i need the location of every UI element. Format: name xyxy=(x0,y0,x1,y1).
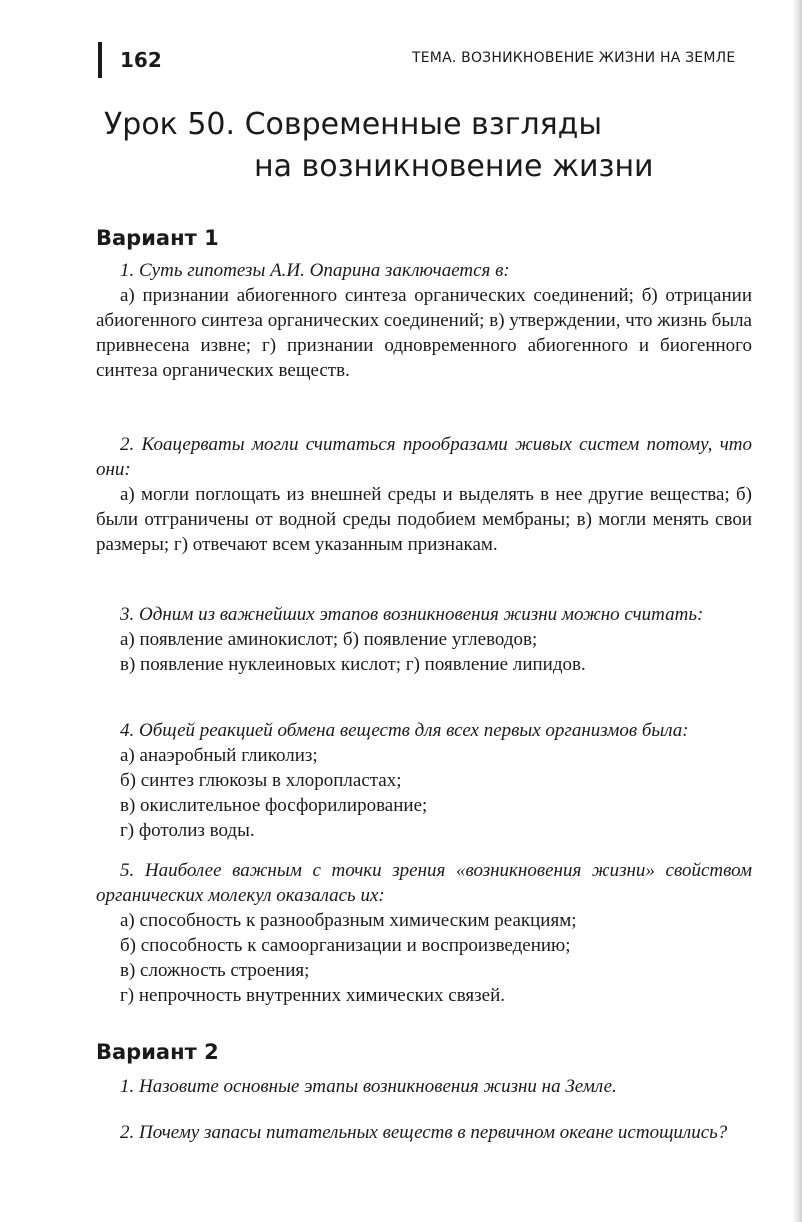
v1-question-2 xyxy=(96,432,752,557)
v1-q2-text: 2. Коацерваты могли считаться прообразами живых систем потому, что они: xyxy=(96,434,752,480)
v1-question-3 xyxy=(96,602,752,677)
v1-question-4 xyxy=(96,718,752,843)
header-rule xyxy=(98,42,102,78)
v2-q1-text: 1. Назовите основные этапы возникновения жизни на Земле. xyxy=(120,1076,617,1097)
v1-q1-answers: а) признании абиогенного синтеза органических соединений; б) отрицании абиогенного синтеза органических соединений; в) утверждении, что жизнь была привнесена извне; г) признании одновременного абиогенного и биогенного синтеза органических веществ. xyxy=(96,285,752,381)
v1-q4-option: в) окислительное фосфорилирование; xyxy=(120,795,428,816)
v1-q3-text: 3. Одним из важнейших этапов возникновения жизни можно считать: xyxy=(120,604,704,625)
v2-q2-text: 2. Почему запасы питательных веществ в первичном океане истощились? xyxy=(120,1122,728,1143)
lesson-title xyxy=(104,104,654,188)
lesson-title-line2: на возникновение жизни xyxy=(254,149,654,184)
v1-q5-text: 5. Наиболее важным с точки зрения «возникновения жизни» свойством органических молекул оказалась их: xyxy=(96,860,752,906)
v1-q5-option: б) способность к самоорганизации и воспроизведению; xyxy=(120,935,571,956)
running-title: ТЕМА. ВОЗНИКНОВЕНИЕ ЖИЗНИ НА ЗЕМЛЕ xyxy=(412,50,736,66)
v1-q5-option: г) непрочность внутренних химических связей. xyxy=(120,985,506,1006)
v1-q4-option: б) синтез глюкозы в хлоропластах; xyxy=(120,770,402,791)
page-edge-shadow xyxy=(792,0,802,1222)
v1-q5-option: в) сложность строения; xyxy=(120,960,310,981)
v1-q4-text: 4. Общей реакцией обмена веществ для всех первых организмов была: xyxy=(120,720,689,741)
v1-q5-option: а) способность к разнообразным химическим реакциям; xyxy=(120,910,577,931)
v1-question-5 xyxy=(96,858,752,1008)
v1-q2-answers: а) могли поглощать из внешней среды и выделять в нее другие вещества; б) были отграничены от водной среды подобием мембраны; в) могли менять свои размеры; г) отвечают всем указанным признакам. xyxy=(96,484,752,555)
variant1-heading: Вариант 1 xyxy=(96,226,219,250)
v1-q1-text: 1. Суть гипотезы А.И. Опарина заключается в: xyxy=(120,260,510,281)
v1-q3-option: в) появление нуклеиновых кислот; г) появление липидов. xyxy=(120,654,586,675)
v1-q4-option: г) фотолиз воды. xyxy=(120,820,255,841)
v2-question-2 xyxy=(96,1120,752,1145)
lesson-title-line1: Урок 50. Современные взгляды xyxy=(104,107,603,142)
page-number: 162 xyxy=(120,48,162,72)
variant2-heading: Вариант 2 xyxy=(96,1040,219,1064)
v1-question-1 xyxy=(96,258,752,383)
v1-q3-option: а) появление аминокислот; б) появление углеводов; xyxy=(120,629,538,650)
v2-question-1 xyxy=(96,1074,752,1099)
v1-q4-option: а) анаэробный гликолиз; xyxy=(120,745,318,766)
